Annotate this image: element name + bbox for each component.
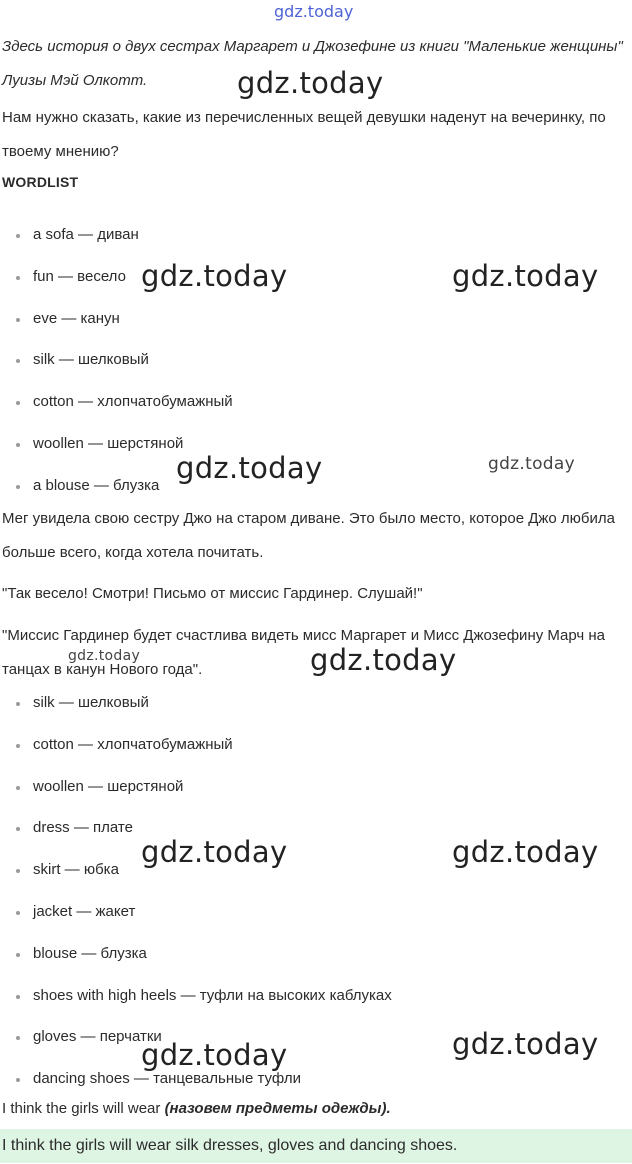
intro-text: Здесь история о двух сестрах Маргарет и Джозефине из книги "Маленькие женщины" Луизы Мэй Олкотт.	[2, 38, 623, 89]
answer-highlight: I think the girls will wear silk dresses, gloves and dancing shoes.	[0, 1129, 632, 1163]
watermark: gdz.today	[452, 1027, 599, 1061]
question-line	[2, 1100, 391, 1117]
story-paragraph-1: Мег увидела свою сестру Джо на старом диване. Это было место, которое Джо любила больше всего, когда хотела почитать.	[2, 510, 615, 561]
question-hint: (назовем предметы одежды).	[164, 1100, 391, 1117]
list-item: a blouse — блузка	[14, 475, 233, 517]
watermark: gdz.today	[141, 835, 288, 869]
list-item: cotton — хлопчатобумажный	[14, 734, 392, 776]
watermark: gdz.today	[176, 451, 323, 485]
watermark: gdz.today	[488, 454, 575, 474]
wordlist-heading: WORDLIST	[2, 174, 79, 190]
list-item: skirt — юбка	[14, 859, 392, 901]
list-item: woollen — шерстяной	[14, 433, 233, 475]
watermark: gdz.today	[141, 1038, 288, 1072]
watermark: gdz.today	[141, 259, 288, 293]
list-item: dancing shoes — танцевальные туфли	[14, 1068, 392, 1110]
list-item: a sofa — диван	[14, 224, 233, 266]
list-item: jacket — жакет	[14, 901, 392, 943]
list-item: silk — шелковый	[14, 349, 233, 391]
watermark: gdz.today	[452, 835, 599, 869]
list-item: gloves — перчатки	[14, 1026, 392, 1068]
watermark: gdz.today	[237, 66, 384, 100]
question-prefix: I think the girls will wear	[2, 1100, 165, 1117]
watermark: gdz.today	[452, 259, 599, 293]
story-paragraph-3: "Миссис Гардинер будет счастлива видеть мисс Маргарет и Мисс Джозефину Марч на танцах в канун Нового года".	[2, 627, 606, 678]
list-item: fun — весело	[14, 266, 233, 308]
list-item: shoes with high heels — туфли на высоких каблуках	[14, 985, 392, 1027]
list-item: woollen — шерстяной	[14, 776, 392, 818]
task-text: Нам нужно сказать, какие из перечисленных вещей девушки наденут на вечеринку, по твоему мнению?	[2, 109, 606, 160]
watermark: gdz.today	[310, 643, 457, 677]
story-paragraph-2: "Так весело! Смотри! Письмо от миссис Гардинер. Слушай!"	[2, 585, 423, 602]
list-item: cotton — хлопчатобумажный	[14, 391, 233, 433]
list-item: eve — канун	[14, 308, 233, 350]
list-item: dress — плате	[14, 817, 392, 859]
list-item: blouse — блузка	[14, 943, 392, 985]
watermark-header: gdz.today	[274, 2, 354, 21]
list-item: silk — шелковый	[14, 692, 392, 734]
watermark: gdz.today	[68, 648, 141, 664]
